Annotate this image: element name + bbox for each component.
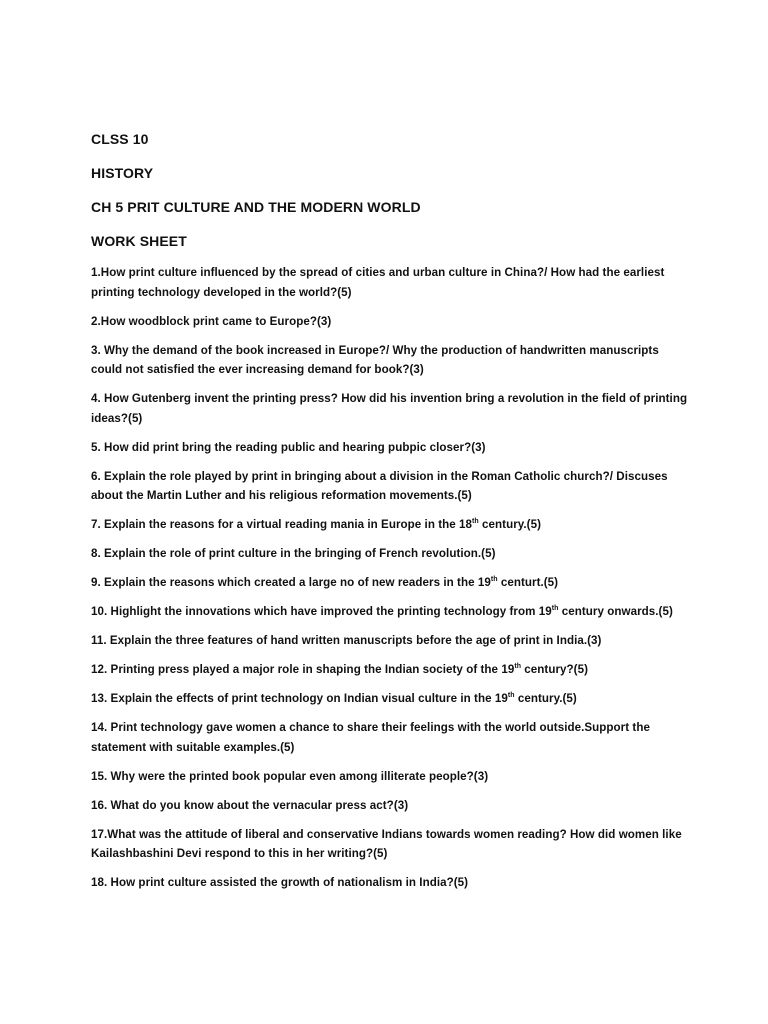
question-7-ordinal: th	[472, 518, 479, 526]
question-15: 15. Why were the printed book popular even among illiterate people?(3)	[91, 769, 489, 783]
question-10-text: 10. Highlight the innovations which have improved the printing technology from 19	[91, 605, 552, 618]
question-list	[91, 263, 691, 902]
question-2: 2.How woodblock print came to Europe?(3)	[91, 314, 332, 328]
question-16: 16. What do you know about the vernacular press act?(3)	[91, 798, 409, 812]
question-13-text-end: century.(5)	[514, 692, 577, 705]
question-7	[91, 515, 691, 535]
question-13	[91, 689, 691, 709]
question-6: 6. Explain the role played by print in bringing about a division in the Roman Catholic church?/ Discuses about the Martin Luther and his religious reformation movements.(5)	[91, 469, 668, 502]
worksheet-title: WORK SHEET	[91, 233, 187, 249]
question-9-ordinal: th	[490, 576, 498, 584]
question-10-ordinal: th	[551, 605, 559, 613]
question-7-text-end: century.(5)	[478, 518, 541, 531]
question-10-text-end: century onwards.(5)	[558, 605, 673, 618]
question-10	[91, 602, 691, 622]
question-11: 11. Explain the three features of hand written manuscripts before the age of print in India.(3)	[91, 634, 602, 647]
question-12-text-end: century?(5)	[521, 663, 588, 676]
question-12-ordinal: th	[514, 663, 522, 671]
question-4: 4. How Gutenberg invent the printing press? How did his invention bring a revolution in the field of printing ideas?(5)	[91, 392, 688, 425]
question-9-text-end: centurt.(5)	[497, 576, 559, 589]
question-14: 14. Print technology gave women a chance to share their feelings with the world outside.Support the statement with suitable examples.(5)	[91, 721, 650, 754]
chapter-heading: CH 5 PRIT CULTURE AND THE MODERN WORLD	[91, 199, 421, 215]
question-7-text: 7. Explain the reasons for a virtual reading mania in Europe in the 18	[91, 518, 473, 531]
subject-heading: HISTORY	[91, 165, 154, 181]
question-13-text: 13. Explain the effects of print technology on Indian visual culture in the 19	[91, 692, 508, 705]
question-5: 5. How did print bring the reading public and hearing pubpic closer?(3)	[91, 440, 486, 454]
question-3: 3. Why the demand of the book increased in Europe?/ Why the production of handwritten manuscripts could not satisfied the ever increasing demand for book?(3)	[91, 343, 659, 376]
question-9	[91, 573, 691, 593]
class-heading: CLSS 10	[91, 131, 149, 147]
question-18: 18. How print culture assisted the growth of nationalism in India?(5)	[91, 876, 469, 889]
question-13-ordinal: th	[507, 692, 515, 700]
question-12	[91, 660, 691, 680]
question-9-text: 9. Explain the reasons which created a large no of new readers in the 19	[91, 576, 491, 589]
question-8: 8. Explain the role of print culture in the bringing of French revolution.(5)	[91, 547, 496, 560]
worksheet-header	[91, 129, 731, 265]
question-17: 17.What was the attitude of liberal and conservative Indians towards women reading? How did women like Kailashbashini Devi respond to this in her writing?(5)	[91, 827, 682, 860]
question-12-text: 12. Printing press played a major role in shaping the Indian society of the 19	[91, 663, 515, 676]
question-1: 1.How print culture influenced by the spread of cities and urban culture in China?/ How had the earliest printing technology developed in the world?(5)	[91, 266, 665, 299]
